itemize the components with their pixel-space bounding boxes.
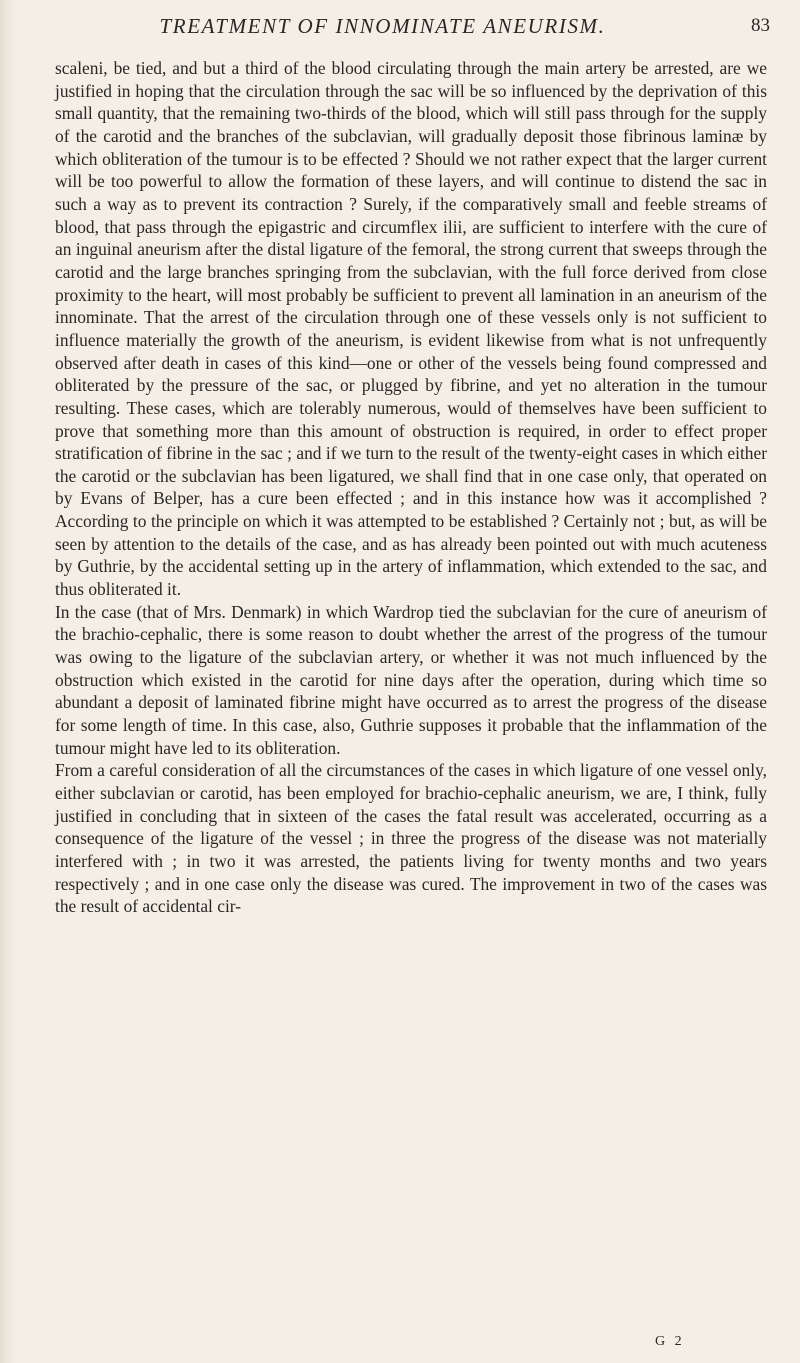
paragraph: In the case (that of Mrs. Denmark) in which Wardrop tied the subclavian for the cure of aneurism of the brachio-cephalic, there is some reason to doubt whether the arrest of the progress of the tumour was owing to the ligature of the subclavian artery, or whether it was not much influenced by the obstruction which existed in the carotid for nine days after the operation, during which time so abundant a deposit of laminated fibrine might have occurred as to arrest the progress of the disease for some length of time. In this case, also, Guthrie supposes it probable that the inflammation of the tumour might have led to its obliteration. — [55, 601, 767, 758]
page-number: 83 — [751, 15, 770, 36]
signature-mark: G 2 — [655, 1334, 685, 1349]
paragraph: scaleni, be tied, and but a third of the blood circulating through the main artery be arrested, are we justified in hoping that the circulation through the sac will be so influenced by the deprivation of this small quantity, that the remaining two-thirds of the blood, which will still pass through for the supply of the carotid and the branches of the subclavian, will gradually deposit those fibrinous laminæ by which obliteration of the tumour is to be effected ? Should we not rather expect that the larger current will be too powerful to allow the formation of these layers, and will continue to distend the sac in such a way as to prevent its contraction ? Surely, if the comparatively small and feeble streams of blood, that pass through the epigastric and circumflex ilii, are sufficient to interfere with the cure of an inguinal aneurism after the distal ligature of the femoral, the strong current that sweeps through the carotid and the large branches springing from the subclavian, with the full force derived from close proximity to the heart, will most probably be sufficient to prevent all lamination in an aneurism of the innominate. That the arrest of the circulation through one of these vessels only is not sufficient to influence materially the growth of the aneurism, is evident likewise from what is not unfrequently observed after death in cases of this kind—one or other of the vessels being found compressed and obliterated by the pressure of the sac, or plugged by fibrine, and yet no alteration in the tumour resulting. These cases, which are tolerably numerous, would of themselves have been sufficient to prove that something more than this amount of obstruction is required, in order to effect proper stratification of fibrine in the sac ; and if we turn to the result of the twenty-eight cases in which either the carotid or the subclavian has been ligatured, we shall find that in one case only, that operated on by Evans of Belper, has a cure been effected ; and in this instance how was it accomplished ? According to the principle on which it was attempted to be established ? Certainly not ; but, as will be seen by attention to the details of the case, and as has already been pointed out with much acuteness by Guthrie, by the accidental setting up in the artery of inflammation, which extended to the sac, and thus obliterated it. — [55, 58, 767, 600]
running-title: TREATMENT OF INNOMINATE ANEURISM. — [159, 14, 606, 38]
page-header — [55, 14, 770, 40]
body-text — [55, 57, 767, 918]
paragraph: From a careful consideration of all the circumstances of the cases in which ligature of one vessel only, either subclavian or carotid, has been employed for brachio-cephalic aneurism, we are, I think, fully justified in concluding that in sixteen of the cases the fatal result was accelerated, occurring as a consequence of the ligature of the vessel ; in three the progress of the disease was not materially interfered with ; in two it was arrested, the patients living for twenty months and two years respectively ; and in one case only the disease was cured. The improvement in two of the cases was the result of accidental cir- — [55, 760, 767, 917]
page-gutter-shadow — [0, 0, 14, 1363]
